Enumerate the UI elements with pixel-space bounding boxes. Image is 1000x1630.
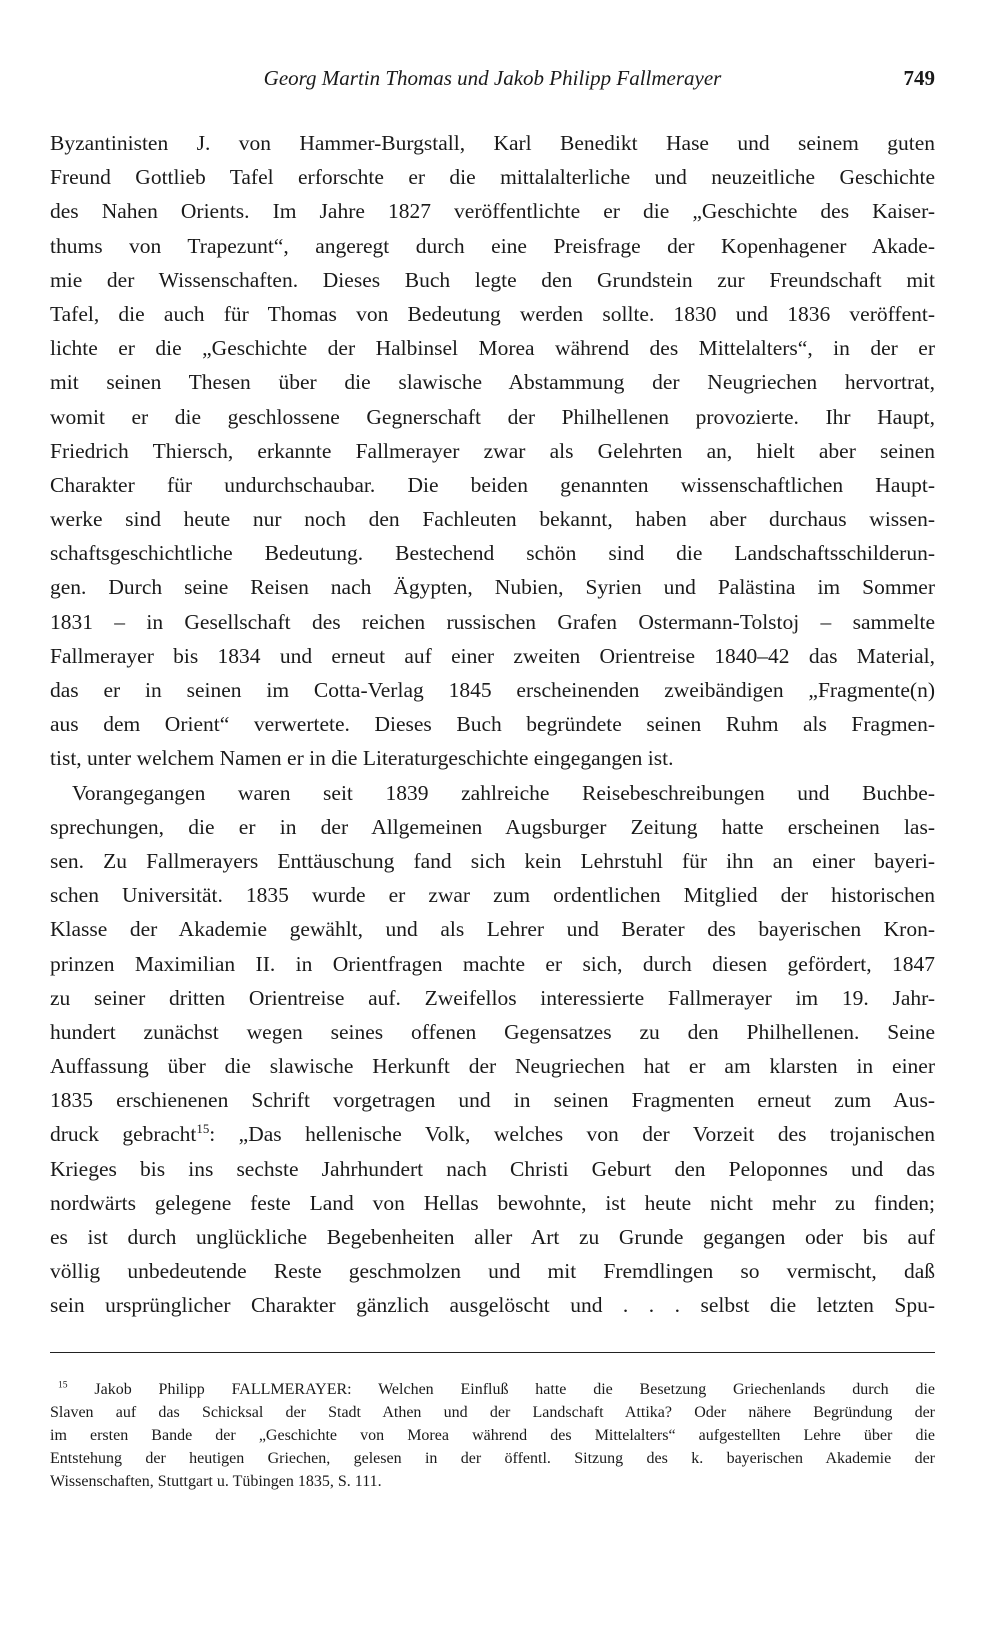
text-line: prinzen Maximilian II. in Orientfragen machte er sich, durch diesen gefördert, 1847 xyxy=(50,951,935,976)
page-number: 749 xyxy=(903,66,935,90)
footnote-line: im ersten Bande der „Geschichte von Morea während des Mittelalters“ aufgestellten Lehre über die xyxy=(50,1427,935,1444)
text-line: es ist durch unglückliche Begebenheiten aller Art zu Grunde gegangen oder bis auf xyxy=(50,1225,935,1249)
text-line: sen. Zu Fallmerayers Enttäuschung fand sich kein Lehrstuhl für ihn an einer bayeri- xyxy=(50,848,935,873)
text-line: Charakter für undurchschaubar. Die beiden genannten wissenschaftlichen Haupt- xyxy=(50,472,935,497)
text-segment: druck gebracht xyxy=(50,1122,197,1147)
footnote-line: Entstehung der heutigen Griechen, gelesen in der öffentl. Sitzung des k. bayerischen Akademie der xyxy=(50,1450,935,1467)
text-line: Krieges bis ins sechste Jahrhundert nach Christi Geburt den Peloponnes und das xyxy=(50,1156,935,1181)
footnote-divider xyxy=(50,1352,935,1353)
footnote-text: Jakob Philipp FALLMERAYER: Welchen Einfluß hatte die Besetzung Griechenlands durch die xyxy=(94,1381,935,1398)
text-line: sprechungen, die er in der Allgemeinen Augsburger Zeitung hatte erscheinen las- xyxy=(50,814,935,839)
text-line: werke sind heute nur noch den Fachleuten bekannt, haben aber durchaus wissen- xyxy=(50,507,935,532)
text-line: Tafel, die auch für Thomas von Bedeutung werden sollte. 1830 und 1836 veröffent- xyxy=(50,301,935,326)
body-text xyxy=(50,126,935,1323)
text-line: Klasse der Akademie gewählt, und als Lehrer und Berater des bayerischen Kron- xyxy=(50,917,935,942)
text-line: aus dem Orient“ verwertete. Dieses Buch begründete seinen Ruhm als Fragmen- xyxy=(50,712,935,737)
text-line: Fallmerayer bis 1834 und erneut auf einer zweiten Orientreise 1840–42 das Material, xyxy=(50,643,935,668)
text-line: hundert zunächst wegen seines offenen Gegensatzes zu den Philhellenen. Seine xyxy=(50,1019,935,1044)
text-line: Byzantinisten J. von Hammer-Burgstall, Karl Benedikt Hase und seinem guten xyxy=(50,131,935,155)
text-segment: : „Das hellenische Volk, welches von der Vorzeit des trojanischen xyxy=(209,1122,935,1147)
running-head xyxy=(50,62,935,96)
text-line: nordwärts gelegene feste Land von Hellas bewohnte, ist heute nicht mehr zu finden; xyxy=(50,1190,935,1215)
text-line: 1831 – in Gesellschaft des reichen russischen Grafen Ostermann-Tolstoj – sammelte xyxy=(50,609,935,634)
text-line: zu seiner dritten Orientreise auf. Zweifellos interessierte Fallmerayer im 19. Jahr- xyxy=(50,985,935,1010)
text-line: Auffassung über die slawische Herkunft der Neugriechen hat er am klarsten in einer xyxy=(50,1054,935,1079)
text-line: Freund Gottlieb Tafel erforschte er die mittalalterliche und neuzeitliche Geschichte xyxy=(50,165,935,190)
footnote-line: Slaven auf das Schicksal der Stadt Athen und der Landschaft Attika? Oder nähere Begründung der xyxy=(50,1404,935,1421)
footnote-line xyxy=(50,1378,935,1401)
text-line: tist, unter welchem Namen er in die Literaturgeschichte eingegangen ist. xyxy=(50,746,674,771)
text-line: mit seinen Thesen über die slawische Abstammung der Neugriechen hervortrat, xyxy=(50,370,935,395)
footnote-number: 15 xyxy=(58,1379,68,1391)
text-line: gen. Durch seine Reisen nach Ägypten, Nubien, Syrien und Palästina im Sommer xyxy=(50,575,935,600)
text-line: des Nahen Orients. Im Jahre 1827 veröffentlichte er die „Geschichte des Kaiser- xyxy=(50,199,935,224)
text-line: 1835 erschienenen Schrift vorgetragen und in seinen Fragmenten erneut zum Aus- xyxy=(50,1088,935,1113)
text-line: völlig unbedeutende Reste geschmolzen und mit Fremdlingen so vermischt, daß xyxy=(50,1259,935,1284)
text-line: sein ursprünglicher Charakter gänzlich ausgelöscht und . . . selbst die letzten Spu- xyxy=(50,1293,935,1318)
text-line: lichte er die „Geschichte der Halbinsel Morea während des Mittelalters“, in der er xyxy=(50,336,935,361)
footnote-reference[interactable]: 15 xyxy=(196,1122,210,1137)
text-line: das er in seinen im Cotta-Verlag 1845 erscheinenden zweibändigen „Fragmente(n) xyxy=(50,678,935,702)
text-line: Vorangegangen waren seit 1839 zahlreiche Reisebeschreibungen und Buchbe- xyxy=(72,780,935,805)
text-line: mie der Wissenschaften. Dieses Buch legte den Grundstein zur Freundschaft mit xyxy=(50,267,935,292)
footnotes xyxy=(50,1378,935,1493)
footnote-line: Wissenschaften, Stuttgart u. Tübingen 1835, S. 111. xyxy=(50,1473,382,1490)
text-line: schaftsgeschichtliche Bedeutung. Bestechend schön sind die Landschaftsschilderun- xyxy=(50,541,935,566)
running-head-title: Georg Martin Thomas und Jakob Philipp Fallmerayer xyxy=(263,66,722,90)
text-line-with-footnote xyxy=(50,1117,935,1151)
text-line: womit er die geschlossene Gegnerschaft der Philhellenen provozierte. Ihr Haupt, xyxy=(50,404,935,429)
text-line: Friedrich Thiersch, erkannte Fallmerayer zwar als Gelehrten an, hielt aber seinen xyxy=(50,438,935,463)
text-line: thums von Trapezunt“, angeregt durch eine Preisfrage der Kopenhagener Akade- xyxy=(50,233,935,258)
text-line: schen Universität. 1835 wurde er zwar zum ordentlichen Mitglied der historischen xyxy=(50,883,935,908)
